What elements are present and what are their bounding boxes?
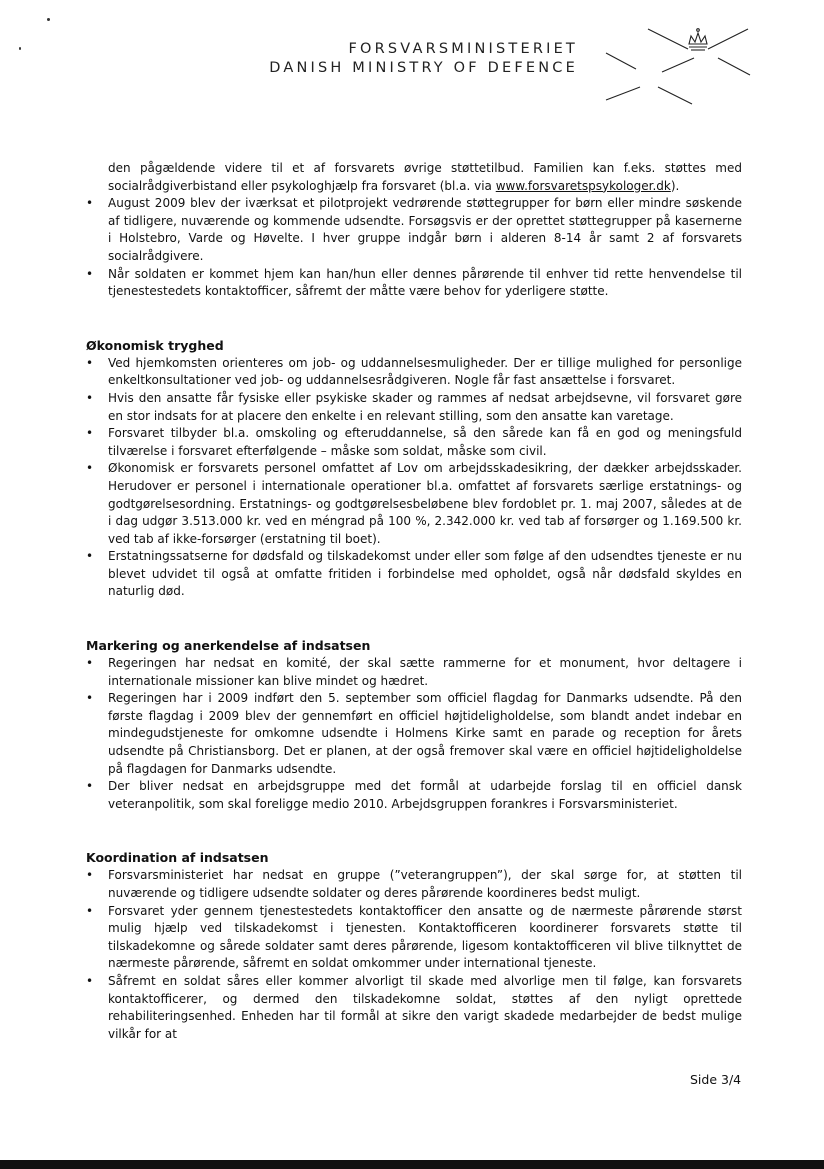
list-item xyxy=(86,973,742,1043)
bullet-icon: • xyxy=(86,691,94,706)
list-item xyxy=(86,655,742,690)
list-item xyxy=(86,548,742,601)
section-bullet-list xyxy=(86,355,742,601)
list-item-text: Såfremt en soldat såres eller kommer alvorligt til skade med alvorlige men til følge, kan forsvarets kontaktofficerer, og dermed den tilskadekomne soldat, støttes af den nyligt oprettede rehabiliteringsenhed. Enheden har til formål at sikre den varigt skadede medarbejder de bedst mulige vilkår for at xyxy=(108,973,742,1041)
ministry-name xyxy=(230,40,578,78)
list-item-text: Regeringen har i 2009 indført den 5. september som officiel flagdag for Danmarks udsendte. På den første flagdag i 2009 blev der gennemført en officiel højtideligholdelse, som blandt andet indebar en mindegudstjeneste for omkomne udsendte i Holmens Kirke samt en parade og reception for årets udsendte på Christiansborg. Det er planen, at der også fremover skal være en officiel højtideligholdelse på flagdagen for Danmarks udsendte. xyxy=(108,691,742,776)
list-item xyxy=(86,778,742,813)
bullet-icon: • xyxy=(86,903,94,918)
document-body xyxy=(86,160,742,1043)
bullet-icon: • xyxy=(86,390,94,405)
list-item-text: Erstatningssatserne for dødsfald og tilskadekomst under eller som følge af den udsendtes tjeneste er nu blevet udvidet til også at omfatte fritiden i forbindelse med opholdet, også når dødsfald skyldes en naturlig død. xyxy=(108,549,742,599)
list-item xyxy=(86,867,742,902)
scan-speck xyxy=(47,18,50,21)
bullet-icon: • xyxy=(86,266,94,281)
bullet-icon: • xyxy=(86,779,94,794)
list-item-text: Forsvarsministeriet har nedsat en gruppe (”veterangruppen”), der skal sørge for, at støtten til nuværende og tidligere udsendte soldater og deres pårørende koordineres bedst muligt. xyxy=(108,868,742,900)
intro-continuation-text: den pågældende videre til et af forsvarets øvrige støttetilbud. Familien kan f.eks. støttes med socialrådgiverbistand eller psykologhjælp fra forsvaret (bl.a. via xyxy=(108,161,742,193)
list-item xyxy=(86,903,742,973)
list-item-text: Ved hjemkomsten orienteres om job- og uddannelsesmuligheder. Der er tillige mulighed for personlige enkeltkonsultationer ved job- og uddannelsesrådgiveren. Nogle får fast ansættelse i forsvaret. xyxy=(108,355,742,388)
list-item-text: Forsvaret yder gennem tjenestestedets kontaktofficer den ansatte og de nærmeste pårørende størst mulig hjælp ved tilskadekomst i tjenesten. Kontaktofficeren koordinerer forsvarets støtte til tilskadekomne og sårede soldater samt deres pårørende, ligesom kontaktofficeren vil blive tilknyttet de nærmeste pårørende, såfremt en soldat omkommer under international tjeneste. xyxy=(108,903,742,971)
bullet-icon: • xyxy=(86,196,94,211)
list-item-text: August 2009 blev der iværksat et pilotprojekt vedrørende støttegrupper for børn eller mindre søskende af tidligere, nuværende og kommende udsendte. Forsøgsvis er der oprettet støttegrupper på kasernerne i Holstebro, Varde og Høvelte. I hver gruppe indgår børn i alderen 8-14 år samt 2 af forsvarets socialrådgivere. xyxy=(108,196,742,263)
list-item-text: Når soldaten er kommet hjem kan han/hun eller dennes pårørende til enhver tid rette henvendelse til tjenestestedets kontaktofficer, såfremt der måtte være behov for yderligere støtte. xyxy=(108,266,742,299)
bullet-icon: • xyxy=(86,461,94,476)
section-recognition xyxy=(86,637,742,813)
intro-bullet-list xyxy=(86,195,742,301)
scan-edge-bar xyxy=(0,1160,824,1169)
intro-continuation xyxy=(86,160,742,195)
list-item xyxy=(86,390,742,425)
section-bullet-list xyxy=(86,655,742,813)
list-item-text: Økonomisk er forsvarets personel omfattet af Lov om arbejdsskadesikring, der dækker arbejdsskader. Herudover er personel i internationale operationer bl.a. omfattet af forsvarets særlige erstatnings- og godtgørelsesordning. Erstatnings- og godtgørelsesbeløbene blev fordoblet pr. 1. maj 2007, således at de i dag udgør 3.513.000 kr. ved en méngrad på 100 %, 2.342.000 kr. ved tab af forsørger og 1.169.500 kr. ved tab af ikke-forsørger (erstatning til boet). xyxy=(108,461,742,546)
bullet-icon: • xyxy=(86,973,94,988)
psychologist-website-link[interactable]: www.forsvaretspsykologer.dk xyxy=(495,178,671,193)
list-item xyxy=(86,355,742,390)
intro-continuation-end: ). xyxy=(670,178,680,193)
section-heading: Koordination af indsatsen xyxy=(86,850,269,866)
ministry-crown-logo-icon xyxy=(600,20,760,110)
section-heading: Økonomisk tryghed xyxy=(86,337,224,353)
bullet-icon: • xyxy=(86,549,94,564)
list-item-text: Hvis den ansatte får fysiske eller psykiske skader og rammes af nedsat arbejdsevne, vil forsvaret gøre en stor indsats for at placere den enkelte i en relevant stilling, som den ansatte kan varetage. xyxy=(108,390,742,423)
bullet-icon: • xyxy=(86,656,94,671)
page-number: Side 3/4 xyxy=(690,1072,742,1087)
list-item xyxy=(86,195,742,265)
section-heading: Markering og anerkendelse af indsatsen xyxy=(86,638,371,654)
bullet-icon: • xyxy=(86,355,94,370)
list-item-text: Der bliver nedsat en arbejdsgruppe med det formål at udarbejde forslag til en officiel dansk veteranpolitik, som skal foreligge medio 2010. Arbejdsgruppen forankres i Forsvarsministeriet. xyxy=(108,779,742,811)
ministry-name-danish: FORSVARSMINISTERIET xyxy=(348,41,578,57)
bullet-icon: • xyxy=(86,868,94,883)
list-item xyxy=(86,460,742,548)
section-economic-security xyxy=(86,337,742,601)
bullet-icon: • xyxy=(86,426,94,441)
list-item-text: Forsvaret tilbyder bl.a. omskoling og efteruddannelse, så den sårede kan få en god og meningsfuld tilværelse i forsvaret efterfølgende – måske som soldat, måske som civil. xyxy=(108,426,742,458)
ministry-name-english: DANISH MINISTRY OF DEFENCE xyxy=(269,60,578,76)
list-item xyxy=(86,425,742,460)
section-bullet-list xyxy=(86,867,742,1043)
scan-speck xyxy=(19,47,21,50)
list-item xyxy=(86,266,742,301)
list-item-text: Regeringen har nedsat en komité, der skal sætte rammerne for et monument, hvor deltagere i internationale missioner kan blive mindet og hædret. xyxy=(108,656,742,688)
list-item xyxy=(86,690,742,778)
section-coordination xyxy=(86,849,742,1043)
